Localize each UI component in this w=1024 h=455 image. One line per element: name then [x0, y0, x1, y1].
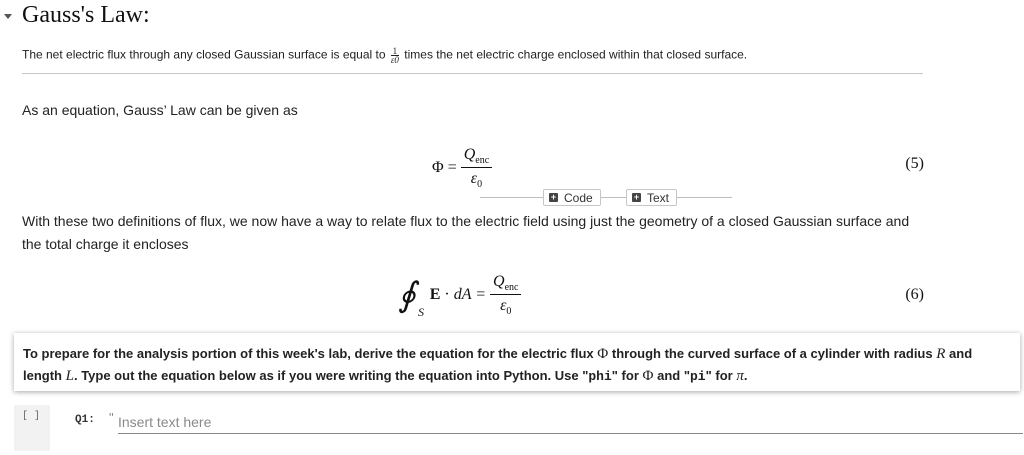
section-divider: [22, 73, 923, 74]
add-text-cell-button[interactable]: [626, 189, 677, 206]
question-text: To prepare for the analysis portion of this week's lab, derive the equation for the electric flux Φ through the curved surface of a cylinder with radius R and length L. Type out the equation below as if you were writing the equation into Python. Use "phi" for Φ and "pi" for π.: [23, 346, 973, 384]
answer-quote-mark: ": [109, 410, 114, 425]
add-code-cell-button[interactable]: [543, 189, 601, 206]
intro-text-before: The net electric flux through any closed Gaussian surface is equal to: [22, 47, 386, 62]
equation-5-number: (5): [905, 155, 924, 172]
closed-surface-integral-sign: ∮ S: [398, 277, 424, 320]
one-over-epsilon-fraction: [391, 47, 399, 64]
answer-input[interactable]: [118, 411, 1023, 434]
eq5-denominator: $\varepsilon_0$: [470, 170, 483, 191]
question-callout: [14, 333, 1020, 391]
eq6-numerator: $Q_{enc}$: [490, 273, 521, 295]
eq6-fraction: [490, 273, 521, 317]
add-text-cell-label: Text: [647, 190, 670, 205]
eq6-denominator: $\varepsilon_0$: [500, 297, 512, 318]
collapse-caret-icon[interactable]: [4, 14, 12, 19]
equation-5: [432, 146, 492, 190]
eq5-lhs: Φ =: [432, 158, 457, 176]
equation-6: [398, 273, 521, 320]
eq5-numerator: $Q_{enc}$: [461, 146, 492, 168]
eq6-area-element: dA =: [453, 285, 486, 303]
cell-execution-prompt: [ ]: [22, 411, 41, 422]
plus-icon: +: [550, 192, 557, 202]
answer-label: Q1:: [75, 414, 95, 426]
eq5-fraction: [461, 146, 492, 190]
add-cell-toolbar: [480, 189, 732, 205]
relation-paragraph: With these two definitions of flux, we now have a way to relate flux to the electric field using just the geometry of a closed Gaussian surface and the total charge it encloses: [22, 213, 910, 252]
add-cell-divider: [480, 197, 732, 198]
fraction-numerator: 1: [392, 46, 398, 56]
section-title: Gauss's Law:: [22, 2, 150, 28]
equation-intro-text: As an equation, Gauss’ Law can be given as: [22, 102, 298, 118]
add-code-cell-label: Code: [564, 190, 593, 205]
eq6-dot: ·: [444, 285, 450, 303]
eq6-field-vector: E: [429, 285, 441, 303]
plus-icon: +: [633, 192, 640, 202]
fraction-denominator: ε0: [390, 55, 399, 65]
intro-text-after: times the net electric charge enclosed within that closed surface.: [404, 47, 748, 62]
intro-paragraph: [22, 47, 747, 64]
equation-6-number: (6): [905, 286, 924, 303]
